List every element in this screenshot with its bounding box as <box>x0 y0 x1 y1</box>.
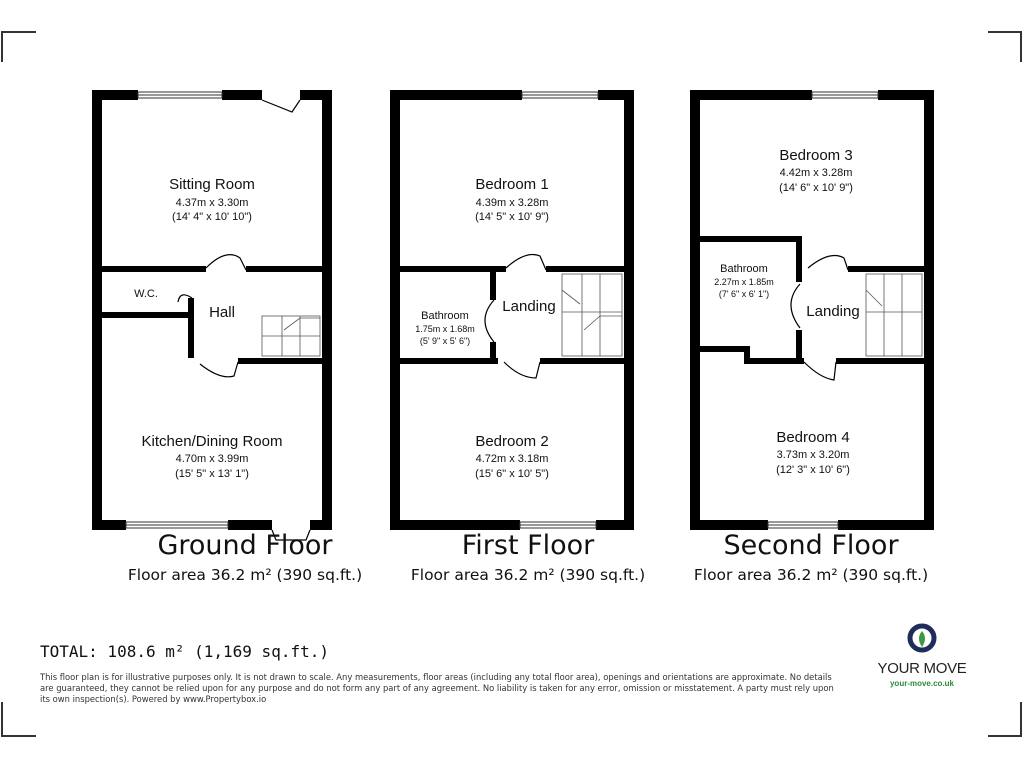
room-dimensions: 4.72m x 3.18m <box>475 453 549 465</box>
first-floor-labels <box>415 176 555 480</box>
logo-mark-icon <box>902 622 942 654</box>
room-dimensions: 4.37m x 3.30m <box>175 197 249 209</box>
room-name: Bedroom 2 <box>475 433 549 450</box>
room-name: Bedroom 4 <box>776 429 850 446</box>
room-dimensions: 3.73m x 3.20m <box>776 449 850 461</box>
room-dimensions: 4.39m x 3.28m <box>475 197 549 209</box>
room-name: W.C. <box>134 288 158 300</box>
room-dimensions-imperial: (5' 9" x 5' 6") <box>419 336 471 346</box>
second-floor-stairs <box>866 274 922 356</box>
floor-title-ground: Ground Floor <box>157 530 333 561</box>
room-dimensions: 4.42m x 3.28m <box>779 167 853 179</box>
room-dimensions-imperial: (7' 6" x 6' 1") <box>718 289 770 299</box>
disclaimer-text: This floor plan is for illustrative purposes only. It is not drawn to scale. Any measurements, floor areas (including any total floor area), openings and orientations are approximate. No details are guaranteed, they cannot be relied upon for any purpose and do not form any part of any agreement. No liability is taken for any error, omission or misstatement. A party must rely upon its own inspection(s). Powered by www.Propertybox.io <box>40 672 834 704</box>
room-dimensions-imperial: (14' 5" x 10' 9") <box>475 211 549 223</box>
room-name: Bedroom 3 <box>779 147 853 164</box>
room-dimensions-imperial: (15' 6" x 10' 5") <box>475 468 549 480</box>
your-move-logo <box>858 622 986 688</box>
room-dimensions: 1.75m x 1.68m <box>415 324 475 334</box>
ground-floor-stairs <box>262 316 320 356</box>
room-name: Bedroom 1 <box>475 176 549 193</box>
room-name: Landing <box>502 298 556 315</box>
room-dimensions-imperial: (14' 6" x 10' 9") <box>779 182 853 194</box>
room-name: Hall <box>209 304 235 321</box>
room-dimensions-imperial: (14' 4" x 10' 10") <box>172 211 252 223</box>
ground-floor-labels <box>134 176 282 480</box>
total-floor-area: TOTAL: 108.6 m² (1,169 sq.ft.) <box>40 642 329 661</box>
room-dimensions: 4.70m x 3.99m <box>175 453 249 465</box>
floor-area-ground: Floor area 36.2 m² (390 sq.ft.) <box>127 566 363 584</box>
floor-area-second: Floor area 36.2 m² (390 sq.ft.) <box>693 566 929 584</box>
floor-title-first: First Floor <box>461 530 595 561</box>
room-dimensions: 2.27m x 1.85m <box>714 277 774 287</box>
second-floor-labels <box>714 147 859 476</box>
floor-area-first: Floor area 36.2 m² (390 sq.ft.) <box>410 566 646 584</box>
room-name: Sitting Room <box>169 176 255 193</box>
floor-title-second: Second Floor <box>723 530 899 561</box>
room-dimensions-imperial: (12' 3" x 10' 6") <box>776 464 850 476</box>
room-name: Landing <box>806 303 860 320</box>
room-name: Bathroom <box>421 310 469 322</box>
first-floor-stairs <box>562 274 622 356</box>
logo-name: YOUR MOVE <box>877 660 967 677</box>
logo-url: your-move.co.uk <box>889 679 954 688</box>
room-name: Bathroom <box>720 263 768 275</box>
room-name: Kitchen/Dining Room <box>141 433 283 450</box>
room-dimensions-imperial: (15' 5" x 13' 1") <box>175 468 249 480</box>
